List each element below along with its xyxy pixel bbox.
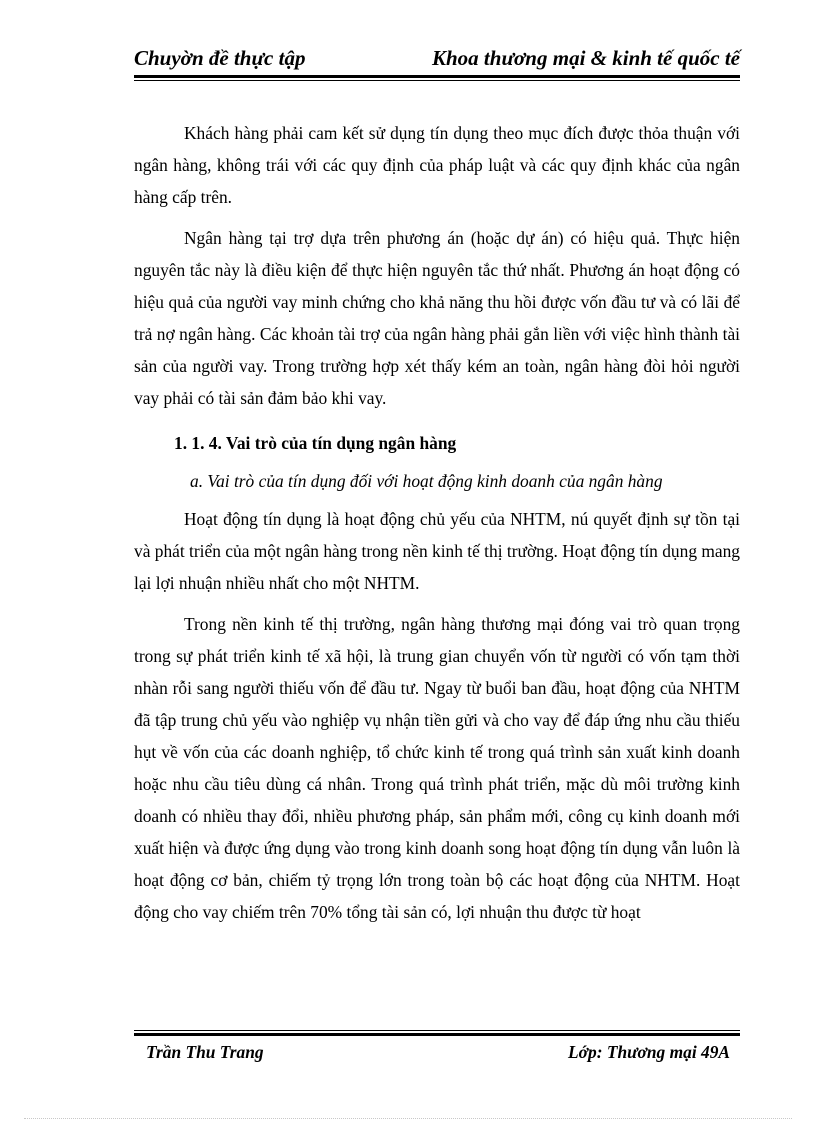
paragraph: Trong nền kinh tế thị trường, ngân hàng thương mại đóng vai trò quan trọng trong sự phát triển kinh tế xã hội, là trung gian chuyển vốn từ người có vốn tạm thời nhàn rỗi sang người thiếu vốn để đầu tư. Ngay từ buổi ban đầu, hoạt động của NHTM đã tập trung chủ yếu vào nghiệp vụ nhận tiền gửi và cho vay để đáp ứng nhu cầu thiếu hụt về vốn của các doanh nghiệp, tổ chức kinh tế trong quá trình sản xuất kinh doanh hoặc nhu cầu tiêu dùng cá nhân. Trong quá trình phát triển, mặc dù môi trường kinh doanh có nhiều thay đổi, nhiều phương pháp, sản phẩm mới, công cụ kinh doanh mới xuất hiện và được ứng dụng vào trong kinh doanh song hoạt động tín dụng vẫn luôn là hoạt động cơ bản, chiếm tỷ trọng lớn trong toàn bộ các hoạt động của NHTM. Hoạt động cho vay chiếm trên 70% tổng tài sản có, lợi nhuận thu được từ hoạt: [134, 614, 740, 922]
header-rule: [134, 75, 740, 81]
paragraph: Khách hàng phải cam kết sử dụng tín dụng theo mục đích được thỏa thuận với ngân hàng, không trái với các quy định của pháp luật và các quy định khác của ngân hàng cấp trên.: [134, 123, 740, 207]
subsection-heading: a. Vai trò của tín dụng đối với hoạt động kinh doanh của ngân hàng: [190, 471, 663, 491]
paragraph: Ngân hàng tại trợ dựa trên phương án (hoặc dự án) có hiệu quả. Thực hiện nguyên tắc này là điều kiện để thực hiện nguyên tắc thứ nhất. Phương án hoạt động có hiệu quả của người vay minh chứng cho khả năng thu hồi được vốn đầu tư và có lãi để trả nợ ngân hàng. Các khoản tài trợ của ngân hàng phải gắn liền với việc hình thành tài sản của người vay. Trong trường hợp xét thấy kém an toàn, ngân hàng đòi hỏi người vay phải có tài sản đảm bảo khi vay.: [134, 228, 740, 408]
header-left-title: Chuyờn đề thực tập: [134, 46, 306, 70]
page-footer: [146, 1042, 730, 1063]
paragraph: Hoạt động tín dụng là hoạt động chủ yếu của NHTM, nú quyết định sự tồn tại và phát triển của một ngân hàng trong nền kinh tế thị trường. Hoạt động tín dụng mang lại lợi nhuận nhiều nhất cho một NHTM.: [134, 509, 740, 593]
page-edge: [24, 1118, 792, 1119]
page-header: [134, 46, 740, 71]
footer-rule: [134, 1030, 740, 1036]
section-heading: 1. 1. 4. Vai trò của tín dụng ngân hàng: [174, 433, 457, 453]
page-body: [134, 117, 740, 937]
footer-class: Lớp: Thương mại 49A: [568, 1042, 730, 1062]
header-right-title: Khoa thương mại & kinh tế quốc tế: [432, 46, 740, 70]
footer-author: Trần Thu Trang: [146, 1042, 264, 1062]
